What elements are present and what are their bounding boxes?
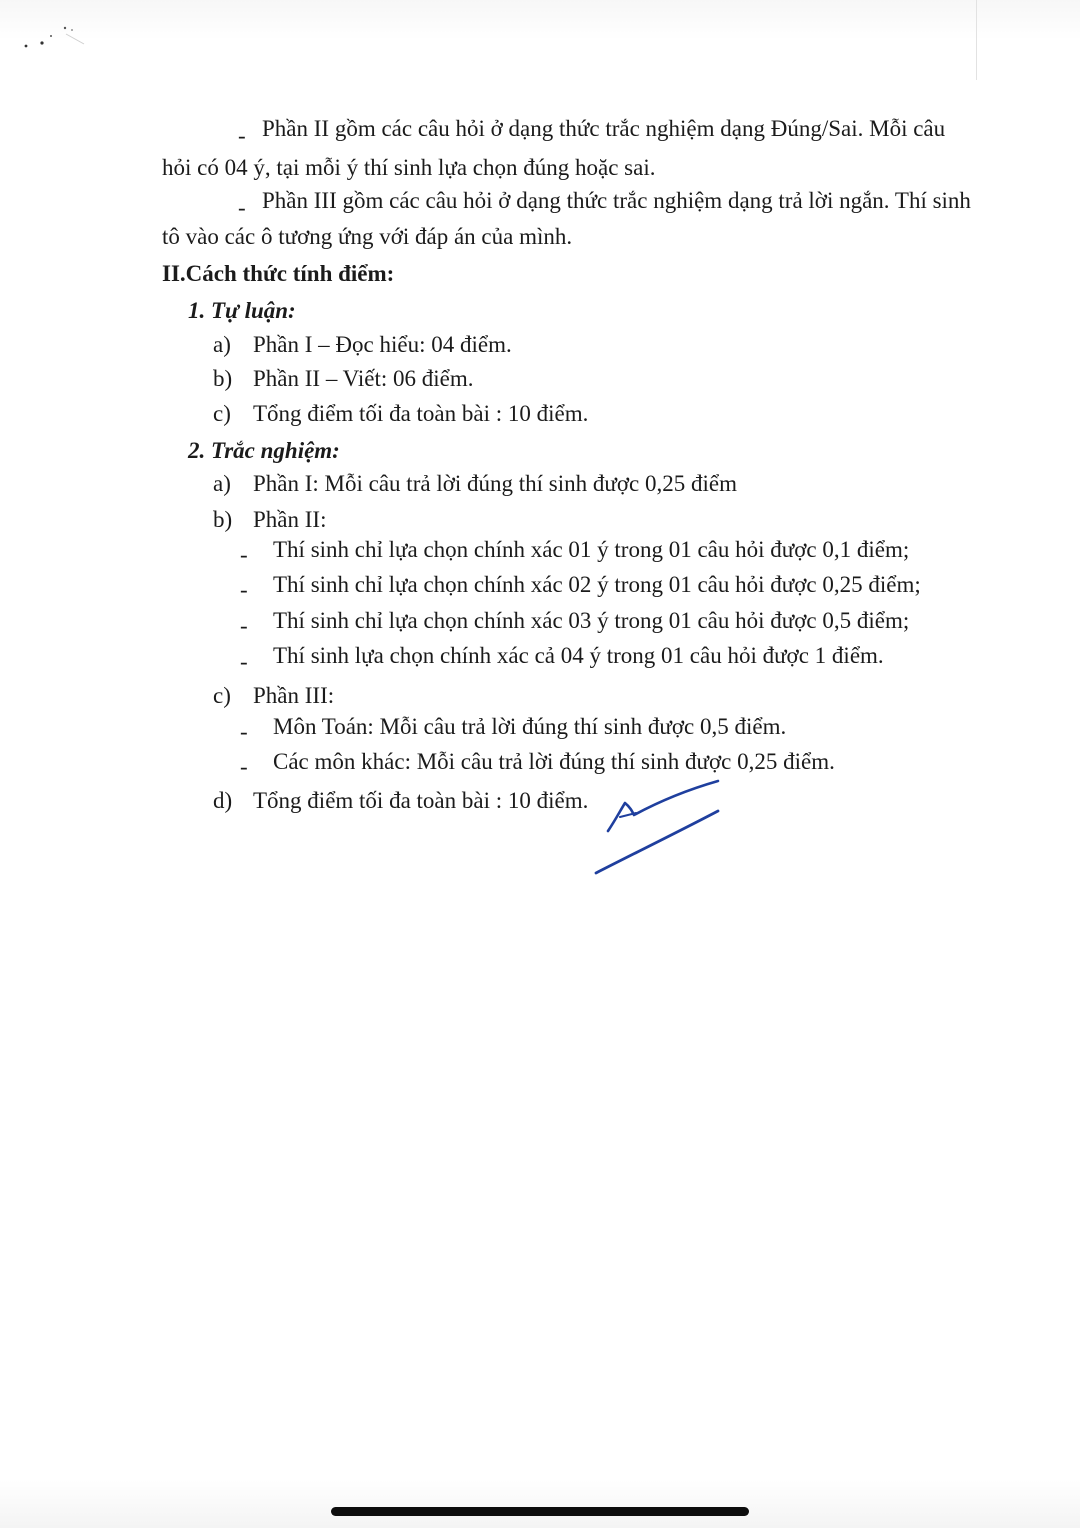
item-text: Phần III: (253, 683, 335, 708)
item-text: Phần II – Viết: 06 điểm. (253, 366, 474, 391)
mc-b-bullet-1: Thí sinh chỉ lựa chọn chính xác 01 ý trong 01 câu hỏi được 0,1 điểm; (273, 537, 910, 562)
item-text: Tổng điểm tối đa toàn bài : 10 điểm. (253, 788, 589, 813)
essay-item-c (213, 399, 588, 429)
item-marker: a) (213, 471, 231, 496)
item-marker: b) (213, 366, 233, 391)
item-marker: a) (213, 332, 231, 357)
item-text: Phần I: Mỗi câu trả lời đúng thí sinh được 0,25 điểm (253, 471, 737, 496)
item-marker: c) (213, 401, 231, 426)
mc-b-bullet-3: Thí sinh chỉ lựa chọn chính xác 03 ý trong 01 câu hỏi được 0,5 điểm; (273, 608, 910, 633)
dash-bullet: - (240, 719, 248, 744)
intro-part3-line2: tô vào các ô tương ứng với đáp án của mình. (162, 224, 573, 249)
home-indicator[interactable] (331, 1507, 749, 1516)
essay-item-b (213, 364, 474, 394)
mc-item-d (213, 786, 588, 816)
dash-bullet: - (240, 754, 248, 779)
intro-part3-line1: Phần III gồm các câu hỏi ở dạng thức trắc nghiệm dạng trả lời ngắn. Thí sinh (262, 188, 971, 213)
essay-item-a (213, 330, 512, 360)
mc-b-bullet-2: Thí sinh chỉ lựa chọn chính xác 02 ý trong 01 câu hỏi được 0,25 điểm; (273, 572, 921, 597)
mc-b-bullet-4: Thí sinh lựa chọn chính xác cả 04 ý trong 01 câu hỏi được 1 điểm. (273, 643, 884, 668)
dash-bullet: - (240, 613, 248, 638)
mc-c-bullet-1: Môn Toán: Mỗi câu trả lời đúng thí sinh được 0,5 điểm. (273, 714, 787, 739)
dash-bullet: - (240, 577, 248, 602)
intro-part2-line2: hỏi có 04 ý, tại mỗi ý thí sinh lựa chọn đúng hoặc sai. (162, 155, 656, 180)
signature-mark (590, 775, 730, 880)
item-marker: c) (213, 683, 231, 708)
scan-specks (22, 22, 92, 52)
mc-item-b (213, 505, 326, 535)
essay-title: 1. Tự luận: (188, 298, 296, 323)
dash-bullet: - (240, 542, 248, 567)
section-heading: II.Cách thức tính điểm: (162, 261, 395, 286)
dash-bullet: - (238, 195, 246, 220)
mc-item-c (213, 681, 334, 711)
page-edge-shadow (976, 0, 977, 80)
mc-item-a (213, 469, 737, 499)
mc-c-bullet-2: Các môn khác: Mỗi câu trả lời đúng thí sinh được 0,25 điểm. (273, 749, 835, 774)
item-text: Tổng điểm tối đa toàn bài : 10 điểm. (253, 401, 589, 426)
dash-bullet: - (238, 123, 246, 148)
item-marker: d) (213, 788, 233, 813)
item-text: Phần I – Đọc hiểu: 04 điểm. (253, 332, 512, 357)
multiple-choice-title: 2. Trắc nghiệm: (188, 438, 340, 463)
item-marker: b) (213, 507, 233, 532)
item-text: Phần II: (253, 507, 327, 532)
dash-bullet: - (240, 649, 248, 674)
intro-part2-line1: Phần II gồm các câu hỏi ở dạng thức trắc nghiệm dạng Đúng/Sai. Mỗi câu (262, 116, 946, 141)
